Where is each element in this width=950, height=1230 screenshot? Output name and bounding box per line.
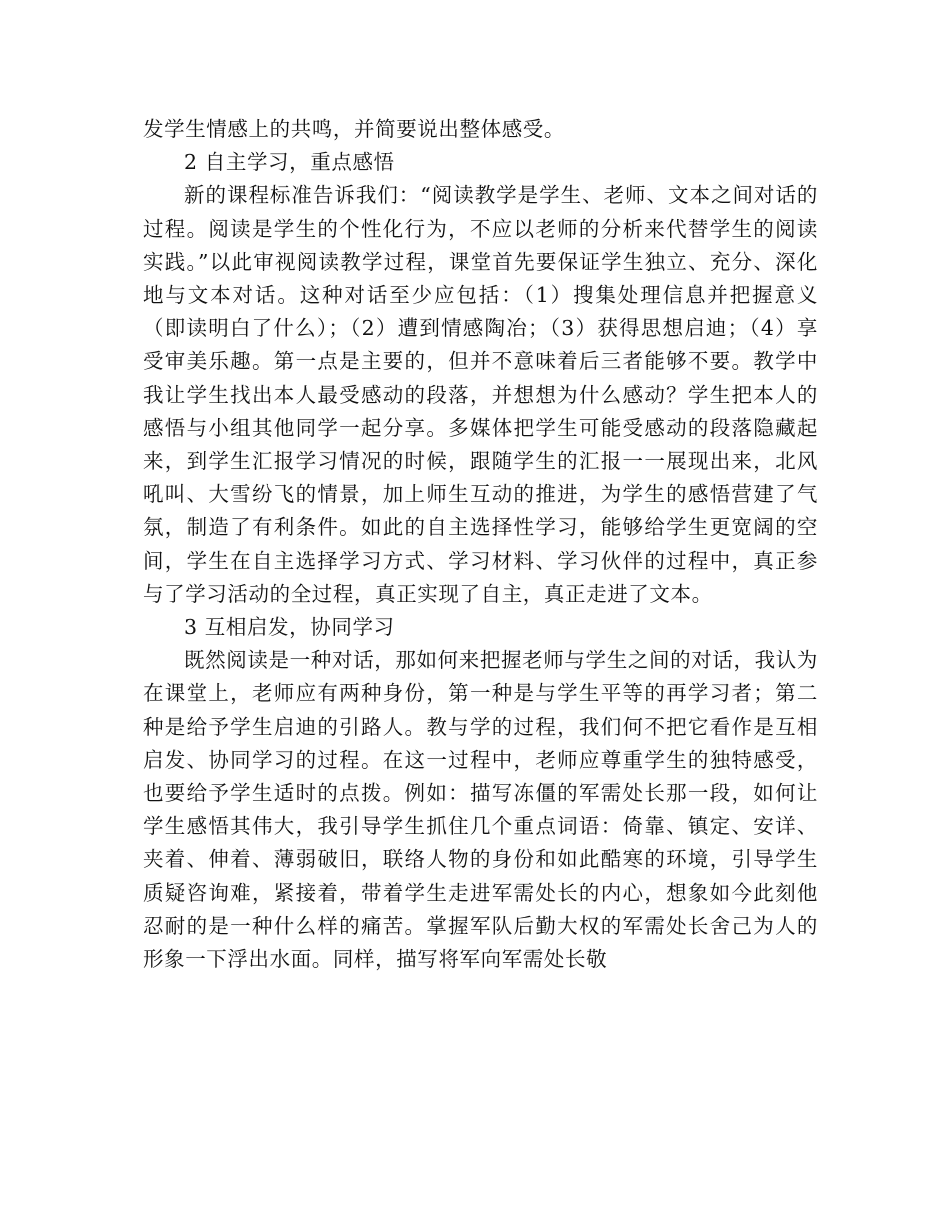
paragraph-continuation: 发学生情感上的共鸣，并简要说出整体感受。 (143, 117, 565, 141)
section-heading-2: 2 自主学习，重点感悟 (184, 150, 395, 175)
paragraph-self-study: 新的课程标准告诉我们：“阅读教学是学生、老师、文本之间对话的过程。阅读是学生的个性化行为，不应以老师的分析来代替学生的阅读实践。”以此审视阅读教学过程，课堂首先要保证学生独立、充分、深化地与文本对话。这种对话至少应包括：（1）搜集处理信息并把握意义（即读明白了什么）；（2）遭到情感陶冶；（3）获得思想启迪；（4）享受审美乐趣。第一点是主要的，但并不意味着后三者能够不要。教学中我让学生找出本人最受感动的段落，并想想为什么感动？学生把本人的感悟与小组其他同学一起分享。多媒体把学生可能受感动的段落隐藏起来，到学生汇报学习情况的时候，跟随学生的汇报一一展现出来，北风吼叫、大雪纷飞的情景，加上师生互动的推进，为学生的感悟营建了气氛，制造了有利条件。如此的自主选择性学习，能够给学生更宽阔的空间，学生在自主选择学习方式、学习材料、学习伙伴的过程中，真正参与了学习活动的全过程，真正实现了自主，真正走进了文本。 (143, 183, 818, 606)
paragraph-cooperative-study: 既然阅读是一种对话，那如何来把握老师与学生之间的对话，我认为在课堂上，老师应有两种身份，第一种是与学生平等的再学习者；第二种是给予学生启迪的引路人。教与学的过程，我们何不把它看作是互相启发、协同学习的过程。在这一过程中，老师应尊重学生的独特感受，也要给予学生适时的点拨。例如：描写冻僵的军需处长那一段，如何让学生感悟其伟大，我引导学生抓住几个重点词语：倚靠、镇定、安详、夹着、伸着、薄弱破旧，联络人物的身份和如此酷寒的环境，引导学生质疑咨询难，紧接着，带着学生走进军需处长的内心，想象如今此刻他忍耐的是一种什么样的痛苦。掌握军队后勤大权的军需处长舍己为人的形象一下浮出水面。同样，描写将军向军需处长敬 (143, 648, 818, 972)
section-heading-3: 3 互相启发，协同学习 (184, 615, 395, 640)
document-page (143, 113, 818, 976)
